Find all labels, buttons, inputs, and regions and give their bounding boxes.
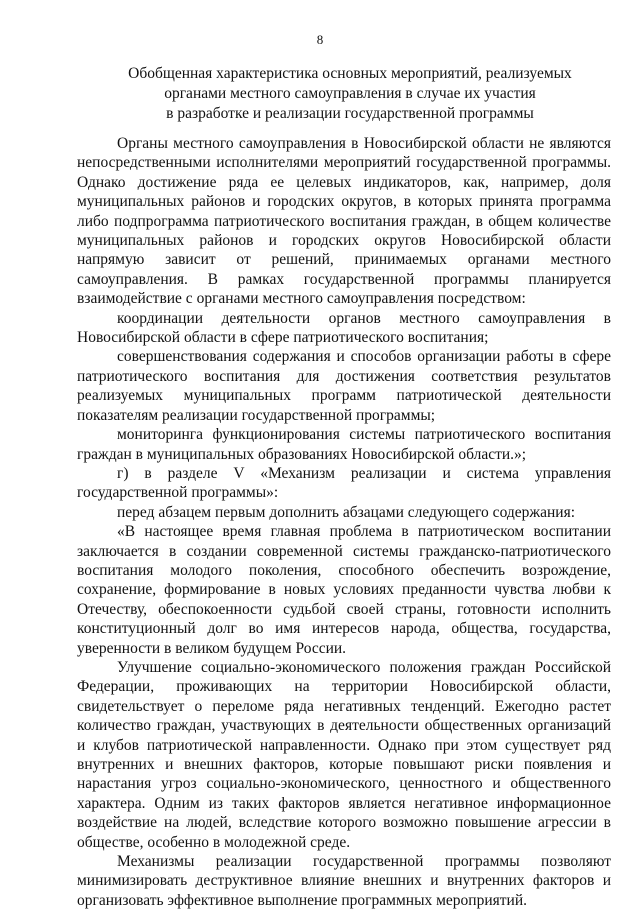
paragraph: Улучшение социально-экономического положения граждан Российской Федерации, проживающих на территории Новосибирской области, свидетельствует о переломе ряда негативных тенденций. Ежегодно растет количество граждан, участвующих в деятельности общественных организаций и клубов патриотической направленности. Однако при этом существует ряд внутренних и внешних факторов, которые повышают риски появления и нарастания угроз социально-экономического, ценностного и общественного характера. Одним из таких факторов является негативное информационное воздействие на людей, вследствие которого возможно повышение агрессии в обществе, особенно в молодежной среде.	[77, 658, 611, 851]
paragraph: Механизмы реализации государственной программы позволяют минимизировать деструктивное влияние внешних и внутренних факторов и организовать эффективное выполнение программных мероприятий.	[77, 853, 611, 909]
page-number: 8	[316, 32, 324, 47]
paragraph: мониторинга функционирования системы патриотического воспитания граждан в муниципальных образованиях Новосибирской области.»;	[77, 426, 611, 463]
heading-line: органами местного самоуправления в случае их участия	[164, 85, 536, 102]
paragraph: совершенствования содержания и способов организации работы в сфере патриотического воспитания для достижения соответствия результатов реализуемых муниципальных программ патриотической деятельности показателям реализации государственной программы;	[77, 348, 611, 424]
body-text	[77, 134, 611, 910]
paragraph: перед абзацем первым дополнить абзацами следующего содержания:	[117, 503, 575, 521]
paragraph: Органы местного самоуправления в Новосибирской области не являются непосредственными исполнителями мероприятий государственной программы. Однако достижение ряда ее целевых индикаторов, как, например, доля муниципальных районов и городских округов, в которых принята программа либо подпрограмма патриотического воспитания граждан, в общем количестве муниципальных районов и городских округов Новосибирской области напрямую зависит от решений, принимаемых органами местного самоуправления. В рамках государственной программы планируется взаимодействие с органами местного самоуправления посредством:	[77, 135, 611, 308]
heading-line: Обобщенная характеристика основных мероприятий, реализуемых	[128, 65, 572, 82]
section-heading	[60, 64, 640, 124]
paragraph: г) в разделе V «Механизм реализации и система управления государственной программы»:	[77, 464, 611, 502]
paragraph: «В настоящее время главная проблема в патриотическом воспитании заключается в создании современной системы гражданско-патриотического воспитания молодого поколения, способного обеспечить возрождение, сохранение, формирование в новых условиях преданности чувства любви к Отечеству, обеспокоенности судьбой своей страны, готовности исполнить конституционный долг во имя интересов народа, общества, государства, уверенности в великом будущем России.	[77, 523, 611, 657]
heading-line: в разработке и реализации государственной программы	[166, 105, 534, 122]
paragraph: координации деятельности органов местного самоуправления в Новосибирской области в сфере патриотического воспитания;	[77, 309, 611, 347]
